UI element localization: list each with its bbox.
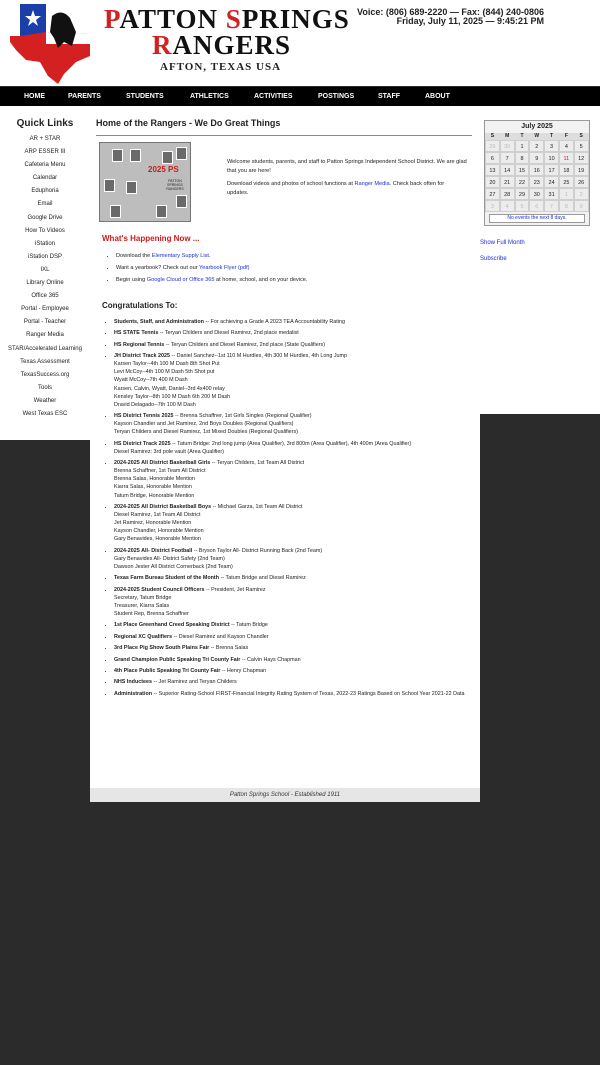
- congrats-item-title: 2024-2025 All District Basketball Girls: [114, 460, 211, 467]
- congrats-item-title: 2024-2025 Student Council Officers: [114, 586, 205, 593]
- congrats-item-title: 4th Place Public Speaking Tri County Fair: [114, 667, 221, 674]
- staff-photo: [130, 149, 141, 162]
- congrats-item: [114, 656, 470, 664]
- quick-link-how-to-videos[interactable]: How To Videos: [25, 227, 65, 234]
- calendar-day[interactable]: 19: [574, 164, 589, 176]
- congrats-item-title: Texas Farm Bureau Student of the Month: [114, 575, 220, 582]
- staff-photo: [176, 195, 187, 208]
- congrats-item-detail: Diesel Ramirez: 3rd pole vault (Area Qualifier): [114, 448, 224, 455]
- calendar-weekday: T: [544, 133, 559, 140]
- congrats-item: [114, 341, 470, 349]
- congrats-item-detail: Kensley Taylor--8th 100 M Dash 6th 200 M Dash: [114, 393, 231, 400]
- congrats-item-detail: Student Rep, Brenna Schaffner: [114, 610, 189, 617]
- calendar-day[interactable]: 29: [485, 140, 500, 152]
- congrats-item: [114, 440, 470, 456]
- congrats-item: [114, 586, 470, 618]
- calendar-day-today[interactable]: 11: [559, 152, 574, 164]
- congrats-item: [114, 574, 470, 582]
- mini-calendar: [484, 120, 590, 226]
- congrats-item-text: -- Diesel Ramirez and Kayson Chandler: [172, 633, 269, 640]
- contact-info: [357, 8, 544, 26]
- congrats-item-detail: Dravid Delagado--7th 100 M Dash: [114, 401, 196, 408]
- nav-students[interactable]: STUDENTS: [126, 93, 164, 100]
- quick-link-portal-teacher[interactable]: Portal - Teacher: [23, 319, 67, 326]
- congrats-item-detail: Jet Ramirez, Honorable Mention: [114, 520, 192, 527]
- calendar-day[interactable]: 4: [500, 200, 515, 212]
- quick-link-calendar[interactable]: Calendar: [32, 175, 58, 182]
- congrats-item-detail: Karsen, Calvin, Wyatt, Daniel--3rd 4x400 relay: [114, 385, 225, 392]
- show-full-month-link[interactable]: Show Full Month: [480, 240, 525, 246]
- calendar-day[interactable]: 17: [544, 164, 559, 176]
- google-office-link[interactable]: Google Cloud or Office 365: [146, 277, 215, 283]
- congrats-item-text: -- Henry Chapman: [220, 667, 267, 674]
- calendar-day[interactable]: 2: [574, 188, 589, 200]
- congrats-item: [114, 352, 470, 409]
- congrats-item-detail: Secretary, Tatum Bridge: [114, 594, 172, 601]
- welcome-paragraph: Welcome students, parents, and staff to Patton Springs Independent School District. We are glad that you are here!: [227, 159, 467, 174]
- quick-link-library-online[interactable]: Library Online: [26, 280, 64, 287]
- congrats-item-text: -- Calvin Hays Chapman: [240, 656, 301, 663]
- congrats-item-detail: Brenna Schaffner, 1st Team All District: [114, 468, 206, 475]
- congrats-item-detail: Treasurer, Kiarra Salas: [114, 602, 170, 609]
- calendar-day[interactable]: 24: [544, 176, 559, 188]
- congrats-item-text: -- Teryan Childers, 1st Team All District: [210, 460, 305, 467]
- staff-photo: [104, 179, 115, 192]
- congrats-item-text: -- For achieving a Grade A 2023 TEA Accountability Rating: [203, 319, 345, 325]
- calendar-events-note: No events the next 8 days.: [489, 214, 585, 223]
- congrats-item: [114, 678, 470, 686]
- congrats-item-text: -- Teryan Childers and Diesel Ramirez, 2nd place (State Qualifiers): [164, 341, 326, 348]
- quick-link-ar-star[interactable]: AR + STAR: [29, 136, 61, 142]
- quick-link-istation[interactable]: iStation: [34, 240, 55, 247]
- calendar-weekday: T: [515, 133, 530, 140]
- title-divider: [96, 135, 472, 136]
- congrats-item-text: -- President, Jet Ramirez: [204, 586, 266, 593]
- calendar-day[interactable]: 8: [515, 152, 530, 164]
- congrats-item: [114, 547, 470, 571]
- quick-link-tools[interactable]: Tools: [37, 384, 52, 391]
- congrats-item-detail: Levi McCoy--4th 100 M Dash 5th Shot put: [114, 369, 215, 376]
- staff-photo: [156, 205, 167, 218]
- calendar-day[interactable]: 22: [515, 176, 530, 188]
- calendar-weekday: F: [559, 133, 574, 140]
- calendar-day[interactable]: 4: [559, 140, 574, 152]
- nav-home[interactable]: HOME: [24, 93, 45, 100]
- main-nav: [0, 87, 600, 106]
- congrats-item-title: 2024-2025 All District Basketball Boys: [114, 503, 212, 510]
- calendar-day[interactable]: 30: [500, 140, 515, 152]
- quick-links-title: Quick Links: [16, 118, 74, 129]
- congrats-item-title: Regional XC Qualifiers: [114, 633, 173, 640]
- ranger-media-link[interactable]: Ranger Media: [354, 181, 390, 187]
- calendar-day[interactable]: 16: [529, 164, 544, 176]
- calendar-day[interactable]: 9: [529, 152, 544, 164]
- congrats-item-detail: Diesel Ramirez, 1st Team All District: [114, 512, 201, 519]
- page-title: Home of the Rangers - We Do Great Things: [96, 118, 281, 128]
- quick-link-texas-assessment[interactable]: Texas Assessment: [20, 358, 70, 365]
- quick-link-google-drive[interactable]: Google Drive: [27, 214, 63, 221]
- congrats-item-detail: Kayson Chandler and Jet Ramirez, 2nd Boys Doubles (Regional Qualifiers): [114, 421, 294, 428]
- calendar-weekday: S: [485, 133, 500, 140]
- calendar-day[interactable]: 14: [500, 164, 515, 176]
- congrats-item-title: 3rd Place Pig Show South Plains Fair: [114, 645, 210, 652]
- calendar-day[interactable]: 3: [544, 140, 559, 152]
- congrats-item-text: -- Bryson Taylor All- District Running Back (2nd Team): [192, 547, 323, 554]
- staff-photo: [176, 147, 187, 160]
- calendar-day[interactable]: 31: [544, 188, 559, 200]
- site-title-line1: PATTON SPRINGS: [104, 4, 350, 34]
- calendar-day[interactable]: 8: [559, 200, 574, 212]
- staff-photo: [126, 181, 137, 194]
- congrats-item-detail: Karsen Taylor--4th 100 M Dash 8th Shot Put: [114, 361, 220, 368]
- congrats-item-detail: Gary Benavides, Honorable Mention: [114, 536, 201, 543]
- congrats-item: [114, 459, 470, 499]
- site-title-line2: RANGERS: [152, 30, 292, 60]
- staff-photo: [112, 149, 123, 162]
- site-subtitle: AFTON, TEXAS USA: [160, 61, 282, 73]
- congrats-item-text: -- Jet Ramirez and Teryan Childers: [152, 679, 237, 686]
- quick-link-weather[interactable]: Weather: [33, 397, 57, 404]
- congrats-item: [114, 503, 470, 543]
- site-header: [0, 0, 600, 86]
- congrats-item-text: -- Tatum Bridge: 2nd long jump (Area Qualifier), 3rd 800m (Area Qualifier), 4th 400m (Area Qualifier): [170, 440, 412, 447]
- congrats-item-detail: Gary Benavides All- District Safety (2nd Team): [114, 555, 225, 562]
- quick-link-office-365[interactable]: Office 365: [31, 293, 59, 300]
- calendar-day[interactable]: 1: [515, 140, 530, 152]
- calendar-day[interactable]: 21: [500, 176, 515, 188]
- quick-link-west-texas-esc[interactable]: West Texas ESC: [22, 410, 68, 417]
- congrats-item-title: NHS Inductees: [114, 679, 153, 686]
- photo-logo: 2025 PS: [148, 165, 179, 174]
- congrats-item-detail: Kiarra Salas, Honorable Mention: [114, 484, 192, 491]
- congrats-item-text: -- Superior Rating-School FIRST-Financial Integrity Rating System of Texas, 2022-23 Ratings Based on School Year 2021-22 Data: [152, 690, 465, 697]
- congrats-item-text: -- Brenna Salas: [209, 645, 249, 652]
- calendar-day[interactable]: 9: [574, 200, 589, 212]
- calendar-day[interactable]: 5: [574, 140, 589, 152]
- congrats-item-detail: Wyatt McCoy--7th 400 M Dash: [114, 377, 188, 384]
- congrats-item: [114, 329, 470, 337]
- staff-photo-collage: [99, 142, 191, 222]
- congrats-item-detail: Kayson Chandler, Honorable Mention: [114, 528, 204, 535]
- congrats-item-text: -- Teryan Childers and Diesel Ramirez, 2nd place medalist: [158, 330, 299, 337]
- current-datetime: Friday, July 11, 2025 — 9:45:21 PM: [396, 16, 544, 26]
- calendar-month: July 2025: [521, 123, 553, 130]
- list-item: • Download the Elementary Supply List.: [116, 250, 476, 262]
- quick-link-portal-employee[interactable]: Portal - Employee: [21, 306, 69, 313]
- congrats-item-title: HS Regional Tennis: [114, 341, 165, 348]
- calendar-day[interactable]: 13: [485, 164, 500, 176]
- congrats-item-detail: Brenna Salas, Honorable Mention: [114, 476, 195, 483]
- media-paragraph: Download videos and photos of school functions at Ranger Media. Check back often for updates.: [227, 181, 445, 196]
- calendar-weekday: M: [500, 133, 515, 140]
- quick-link-istation-dsp[interactable]: iStation DSP: [27, 253, 63, 260]
- congrats-item: [114, 667, 470, 675]
- calendar-day[interactable]: 6: [529, 200, 544, 212]
- congrats-item: [114, 412, 470, 436]
- congrats-item-text: -- Michael Garza, 1st Team All District: [211, 503, 303, 510]
- congrats-item-title: 1st Place Greenhand Creed Speaking District: [114, 622, 230, 629]
- calendar-day[interactable]: 26: [574, 176, 589, 188]
- congrats-item-title: Administration: [114, 690, 153, 697]
- congrats-item-detail: Teryan Childers and Diesel Ramirez, 1st Mixed Doubles (Regional Qualifiers): [114, 429, 298, 436]
- calendar-sidebar: [480, 106, 600, 414]
- nav-staff[interactable]: STAFF: [378, 93, 401, 100]
- congrats-item-title: JH District Track 2025: [114, 353, 171, 360]
- congrats-item: [114, 644, 470, 652]
- main-content: [90, 106, 480, 788]
- calendar-day[interactable]: 28: [500, 188, 515, 200]
- congrats-item: [114, 690, 470, 698]
- nav-parents[interactable]: PARENTS: [68, 93, 101, 100]
- calendar-day[interactable]: 29: [515, 188, 530, 200]
- calendar-day[interactable]: 5: [515, 200, 530, 212]
- calendar-day[interactable]: 1: [559, 188, 574, 200]
- supply-list-link[interactable]: Elementary Supply List: [151, 253, 209, 259]
- congrats-item-title: Students, Staff, and Administration: [114, 319, 204, 325]
- congrats-item-title: HS STATE Tennis: [114, 330, 159, 337]
- whats-happening-list: [108, 250, 476, 286]
- list-item: • Want a yearbook? Check out our Yearbook Flyer (pdf): [116, 262, 476, 274]
- congrats-item-text: -- Tatum Bridge: [229, 622, 268, 629]
- quick-link-eduphoria[interactable]: Eduphoria: [31, 188, 59, 195]
- calendar-day[interactable]: 20: [485, 176, 500, 188]
- calendar-weekday: S: [574, 133, 589, 140]
- photo-text: PATTON SPRINGS RANGERS: [166, 179, 184, 191]
- quick-link-ixl[interactable]: IXL: [40, 266, 50, 273]
- congratulations-heading: Congratulations To:: [102, 301, 178, 310]
- yearbook-flyer-link[interactable]: Yearbook Flyer (pdf): [199, 265, 250, 271]
- congrats-item-text: -- Tatum Bridge and Diesel Ramirez: [219, 575, 306, 582]
- nav-postings[interactable]: POSTINGS: [318, 93, 355, 100]
- calendar-day[interactable]: 15: [515, 164, 530, 176]
- nav-athletics[interactable]: ATHLETICS: [190, 93, 229, 100]
- quick-link-email[interactable]: Email: [37, 201, 53, 208]
- calendar-day[interactable]: 7: [500, 152, 515, 164]
- congrats-item-detail: Tatum Bridge, Honorable Mention: [114, 492, 195, 499]
- calendar-day[interactable]: 10: [544, 152, 559, 164]
- quick-link-cafeteria-menu[interactable]: Cafeteria Menu: [24, 162, 66, 169]
- subscribe-link[interactable]: Subscribe: [480, 256, 507, 262]
- quick-link-ranger-media[interactable]: Ranger Media: [26, 332, 64, 339]
- calendar-day[interactable]: 27: [485, 188, 500, 200]
- quick-link-arp-esser[interactable]: ARP ESSER III: [24, 149, 66, 156]
- congrats-item-text: -- Brenna Schaffner, 1st Girls Singles (Regional Qualifier): [173, 413, 312, 420]
- list-item: • Begin using Google Cloud or Office 365 at home, school, and on your device.: [116, 274, 476, 286]
- calendar-day[interactable]: 3: [485, 200, 500, 212]
- calendar-day[interactable]: 6: [485, 152, 500, 164]
- calendar-day[interactable]: 12: [574, 152, 589, 164]
- welcome-text: [227, 158, 467, 198]
- congrats-item: [114, 318, 470, 326]
- nav-about[interactable]: ABOUT: [425, 93, 450, 100]
- congrats-item: [114, 633, 470, 641]
- calendar-day[interactable]: 18: [559, 164, 574, 176]
- staff-photo: [162, 151, 173, 164]
- congrats-item-title: 2024-2025 All- District Football: [114, 547, 193, 554]
- nav-activities[interactable]: ACTIVITIES: [254, 93, 293, 100]
- congrats-item-title: HS District Tennis 2025: [114, 413, 174, 420]
- congrats-item-detail: Dawson Jester All District Cornerback (2nd Team): [114, 563, 233, 570]
- page-footer: Patton Springs School - Established 1911: [90, 788, 480, 802]
- quick-links-sidebar: [0, 106, 90, 440]
- congrats-item-title: Grand Champion Public Speaking Tri County Fair: [114, 656, 241, 663]
- calendar-day[interactable]: 7: [544, 200, 559, 212]
- congrats-item: [114, 621, 470, 629]
- whats-happening-heading: What's Happening Now ...: [102, 234, 200, 243]
- staff-photo: [110, 205, 121, 218]
- calendar-grid: [485, 133, 589, 212]
- calendar-day[interactable]: 25: [559, 176, 574, 188]
- calendar-day[interactable]: 2: [529, 140, 544, 152]
- quick-link-star-accelerated[interactable]: STAR/Accelerated Learning: [8, 345, 82, 352]
- quick-link-texassuccess[interactable]: TexasSuccess.org: [20, 371, 70, 378]
- contact-phone: Voice: (806) 689-2220 — Fax: (844) 240-0806: [357, 7, 544, 17]
- calendar-weekday: W: [529, 133, 544, 140]
- congratulations-list: [108, 318, 470, 701]
- congrats-item-title: HS District Track 2025: [114, 440, 171, 447]
- congrats-item-text: -- Daniel Sanchez--1st 110 M Hurdles, 4th 300 M Hurdles, 4th Long Jump: [170, 353, 348, 360]
- texas-ranger-logo-icon[interactable]: [6, 2, 94, 84]
- calendar-day[interactable]: 23: [529, 176, 544, 188]
- calendar-day[interactable]: 30: [529, 188, 544, 200]
